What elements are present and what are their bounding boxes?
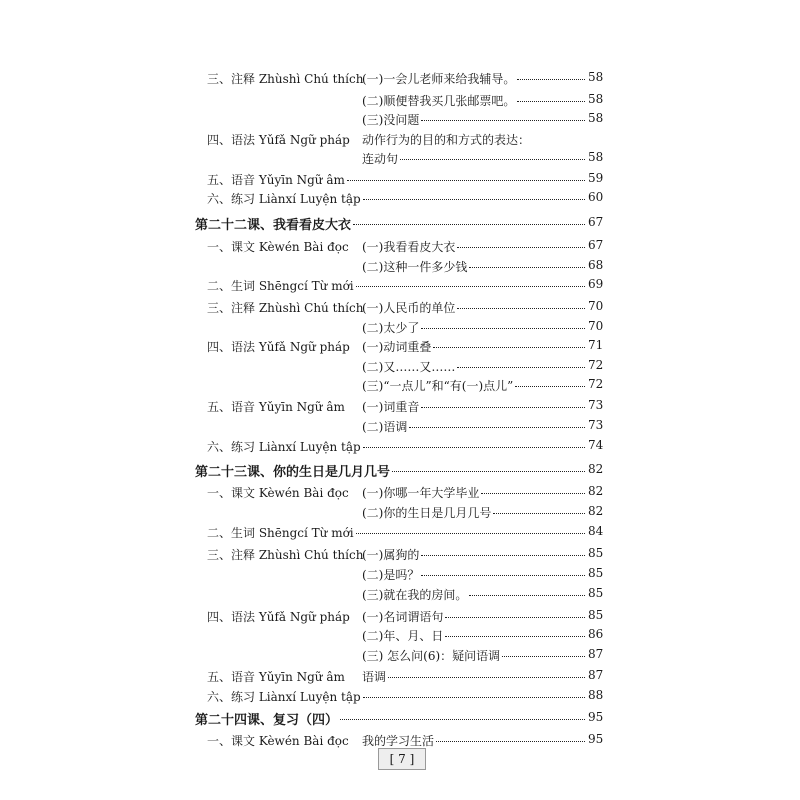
entry-title: (二)你的生日是几月几号 [362,506,492,520]
toc-entry-row [0,336,800,356]
toc-entry-row [0,129,800,149]
toc-entry-row [0,317,800,337]
page-number-ref: 72 [588,377,604,391]
toc-entry-row [0,68,800,88]
dot-leader [421,555,585,556]
dot-leader [433,347,585,348]
dot-leader [457,308,585,309]
toc-entry-row [0,375,800,395]
page-number-ref: 88 [588,688,604,702]
section-label: 六、练习 Liànxí Luyện tập [207,192,361,206]
dot-leader [421,407,585,408]
dot-leader [445,636,585,637]
dot-leader [356,286,585,287]
entry-title: (二)顺便替我买几张邮票吧。 [362,94,516,108]
toc-entry-row [0,645,800,665]
section-label: 二、生词 Shēngcí Từ mới [207,279,354,293]
section-label: 三、注释 Zhùshì Chú thích [207,301,364,315]
entry-title: (三)没问题 [362,113,420,127]
chapter-title: 第二十二课、我看看皮大衣 [195,218,352,233]
page-number-ref: 84 [588,524,604,538]
toc-chapter-row [0,708,800,728]
toc-entry-row [0,109,800,129]
page-number-ref: 85 [588,608,604,622]
dot-leader [469,595,585,596]
dot-leader [469,267,585,268]
toc-entry-row [0,584,800,604]
entry-title: (二)是吗？ [362,568,420,582]
toc-entry-row [0,396,800,416]
entry-title: (一)属狗的 [362,548,420,562]
entry-title: (二)年、月、日 [362,629,444,643]
section-label: 三、注释 Zhùshì Chú thích [207,548,364,562]
toc-entry-row [0,188,800,208]
toc-entry-row [0,564,800,584]
toc-entry-row [0,275,800,295]
page-number-ref: 58 [588,92,604,106]
page-number-ref: 86 [588,627,604,641]
entry-title: (一)人民币的单位 [362,301,456,315]
dot-leader [517,101,585,102]
section-label: 一、课文 Kèwén Bài đọc [207,734,349,748]
dot-leader [388,677,585,678]
section-label: 五、语音 Yǔyīn Ngữ âm [207,400,345,414]
page-number-ref: 59 [588,171,604,185]
page-number-ref: 85 [588,566,604,580]
page-number-ref: 82 [588,462,604,476]
page-number-ref: 67 [588,238,604,252]
toc-entry-row [0,148,800,168]
page-number-ref: 58 [588,111,604,125]
section-label: 一、课文 Kèwén Bài đọc [207,240,349,254]
dot-leader [347,180,585,181]
dot-leader [400,159,585,160]
dot-leader [481,493,585,494]
dot-leader [363,447,585,448]
dot-leader [421,328,585,329]
section-label: 五、语音 Yǔyīn Ngữ âm [207,173,345,187]
toc-entry-row [0,169,800,189]
toc-entry-row [0,686,800,706]
toc-chapter-row [0,213,800,233]
entry-title: (二)太少了 [362,321,420,335]
page-number: [ 7 ] [378,748,426,770]
entry-title: 连动句 [362,152,399,166]
page-number-ref: 73 [588,418,604,432]
toc-entry-row [0,90,800,110]
page-number-ref: 68 [588,258,604,272]
entry-title: (三)就在我的房间。 [362,588,468,602]
toc-entry-row [0,666,800,686]
chapter-title: 第二十三课、你的生日是几月几号 [195,465,391,480]
entry-title: (一)你哪一年大学毕业 [362,486,480,500]
toc-entry-row [0,482,800,502]
section-label: 六、练习 Liànxí Luyện tập [207,440,361,454]
page-number-ref: 82 [588,484,604,498]
dot-leader [340,719,585,720]
entry-title: 我的学习生活 [362,734,435,748]
page-number-ref: 72 [588,358,604,372]
toc-entry-row [0,544,800,564]
toc-entry-row [0,416,800,436]
entry-title: (一)我看看皮大衣 [362,240,456,254]
section-label: 一、课文 Kèwén Bài đọc [207,486,349,500]
toc-entry-row [0,625,800,645]
dot-leader [353,224,585,225]
dot-leader [517,79,585,80]
page-number-ref: 67 [588,215,604,229]
toc-entry-row [0,502,800,522]
entry-title: (二)语调 [362,420,408,434]
toc-entry-row [0,256,800,276]
page-number-ref: 87 [588,668,604,682]
dot-leader [363,199,585,200]
dot-leader [457,367,585,368]
section-label: 六、练习 Liànxí Luyện tập [207,690,361,704]
dot-leader [356,533,585,534]
dot-leader [493,513,585,514]
dot-leader [502,656,585,657]
page-number-ref: 60 [588,190,604,204]
toc-entry-row [0,522,800,542]
page-number-ref: 95 [588,710,604,724]
page-number-ref: 74 [588,438,604,452]
entry-title: 语调 [362,670,387,684]
section-label: 四、语法 Yǔfǎ Ngữ pháp [207,133,350,147]
page-number-ref: 85 [588,546,604,560]
section-label: 四、语法 Yǔfǎ Ngữ pháp [207,610,350,624]
toc-entry-row [0,297,800,317]
entry-title: (一)动词重叠 [362,340,432,354]
page-number-ref: 71 [588,338,604,352]
toc-entry-row [0,236,800,256]
section-label: 三、注释 Zhùshì Chú thích [207,72,364,86]
section-label: 五、语音 Yǔyīn Ngữ âm [207,670,345,684]
entry-title: (一)词重音 [362,400,420,414]
entry-title: (三) 怎么问(6)：疑问语调 [362,649,501,663]
dot-leader [363,697,585,698]
entry-title: (二)这种一件多少钱 [362,260,468,274]
toc-entry-row [0,436,800,456]
section-label: 二、生词 Shēngcí Từ mới [207,526,354,540]
page-number-ref: 95 [588,732,604,746]
section-label: 四、语法 Yǔfǎ Ngữ pháp [207,340,350,354]
chapter-title: 第二十四课、复习（四） [195,713,339,728]
page-number-ref: 73 [588,398,604,412]
toc-entry-row [0,606,800,626]
dot-leader [409,427,585,428]
entry-title: 动作行为的目的和方式的表达： [362,133,531,147]
entry-title: (一)名词谓语句 [362,610,444,624]
page-number-ref: 70 [588,319,604,333]
dot-leader [515,386,585,387]
entry-title: (一)一会儿老师来给我辅导。 [362,72,516,86]
toc-entry-row [0,730,800,750]
dot-leader [436,741,585,742]
toc-entry-row [0,356,800,376]
page-number-ref: 58 [588,150,604,164]
dot-leader [392,471,585,472]
toc-chapter-row [0,460,800,480]
dot-leader [445,617,585,618]
page-number-ref: 85 [588,586,604,600]
entry-title: (三)“一点儿”和“有(一)点儿” [362,379,514,393]
page-number-ref: 70 [588,299,604,313]
dot-leader [421,575,585,576]
page-number-ref: 82 [588,504,604,518]
page-number-ref: 58 [588,70,604,84]
page-number-ref: 69 [588,277,604,291]
entry-title: (二)又……又…… [362,360,456,374]
page-number-ref: 87 [588,647,604,661]
dot-leader [457,247,585,248]
dot-leader [421,120,585,121]
